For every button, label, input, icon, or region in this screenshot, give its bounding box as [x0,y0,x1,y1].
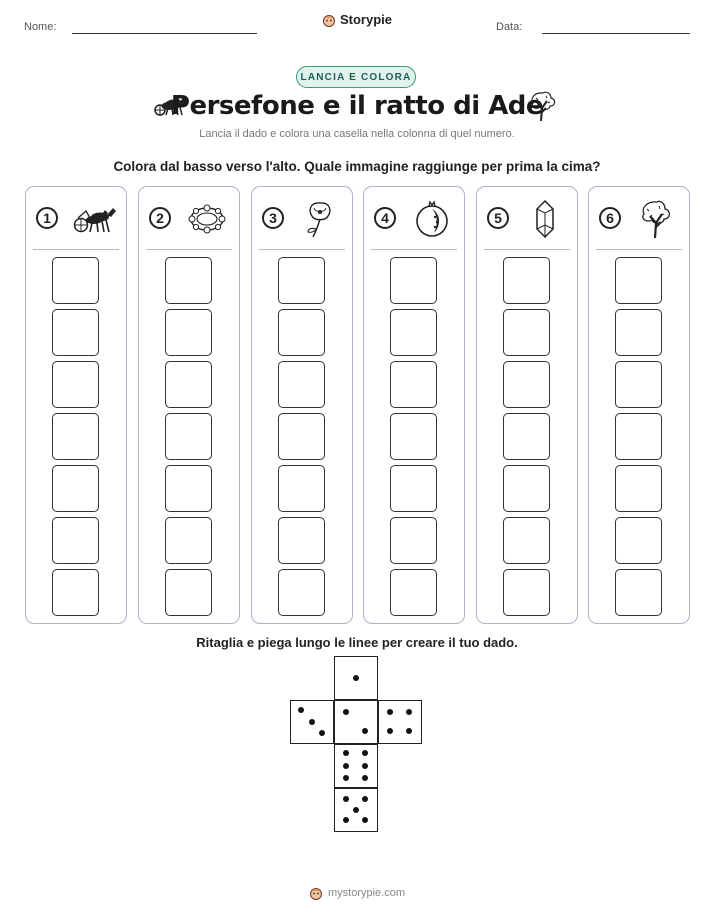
color-box[interactable] [615,309,662,356]
dice-pip [343,775,349,781]
color-box[interactable] [278,413,325,460]
name-label: Nome: [24,21,57,33]
column-header [139,199,239,239]
dice-pip [387,709,393,715]
color-box[interactable] [52,413,99,460]
color-box[interactable] [52,309,99,356]
dice-pip [309,719,315,725]
dice-pip [343,709,349,715]
color-box[interactable] [390,517,437,564]
color-box[interactable] [278,309,325,356]
color-box[interactable] [165,517,212,564]
dice-pip [298,707,304,713]
dice-face[interactable] [334,744,378,788]
poppy-flower-icon [296,199,344,239]
dice-face[interactable] [334,656,378,700]
column-header [589,199,689,239]
column-divider [484,249,570,250]
race-column [138,186,240,624]
crystal-gem-icon [521,199,569,239]
brand-logo [0,12,714,27]
color-box[interactable] [278,361,325,408]
name-line[interactable] [72,33,257,34]
dice-pip [362,796,368,802]
dice-pip [362,728,368,734]
color-box[interactable] [503,465,550,512]
color-box[interactable] [52,517,99,564]
footer-url[interactable]: mystorypie.com [327,887,406,899]
column-number: 2 [149,207,171,229]
race-column [25,186,127,624]
race-column [251,186,353,624]
race-column [588,186,690,624]
color-box[interactable] [52,569,99,616]
dice-face[interactable] [334,788,378,832]
dice-pip [343,817,349,823]
dice-net [290,656,424,836]
dice-instruction: Ritaglia e piega lungo le linee per creare il tuo dado. [196,635,518,650]
column-header [477,199,577,239]
tree-icon [528,90,558,122]
dice-pip [343,750,349,756]
dice-pip [362,775,368,781]
column-header [364,199,464,239]
color-box[interactable] [278,517,325,564]
color-box[interactable] [503,257,550,304]
pie-mascot-icon [309,886,323,900]
color-box[interactable] [503,413,550,460]
color-box[interactable] [503,309,550,356]
color-box[interactable] [390,465,437,512]
color-box[interactable] [615,413,662,460]
column-divider [259,249,345,250]
color-box[interactable] [165,257,212,304]
color-box[interactable] [165,361,212,408]
dice-pip [319,730,325,736]
dice-pip [362,817,368,823]
race-column [363,186,465,624]
pomegranate-icon [408,199,456,239]
color-box[interactable] [390,257,437,304]
dice-pip [343,796,349,802]
dice-face[interactable] [334,700,378,744]
pie-mascot-icon [322,13,336,27]
page-subtitle: Lancia il dado e colora una casella nella colonna di quel numero. [199,128,515,140]
dice-pip [362,763,368,769]
column-header [252,199,352,239]
color-box[interactable] [503,361,550,408]
column-divider [371,249,457,250]
color-box[interactable] [165,569,212,616]
color-box[interactable] [615,465,662,512]
race-column [476,186,578,624]
column-number: 1 [36,207,58,229]
color-box[interactable] [165,413,212,460]
color-box[interactable] [52,257,99,304]
tree-icon [633,199,681,239]
color-box[interactable] [165,465,212,512]
date-label: Data: [496,21,523,33]
color-box[interactable] [615,257,662,304]
dice-face[interactable] [290,700,334,744]
brand-name: Storypie [339,12,392,27]
dice-pip [343,763,349,769]
color-box[interactable] [52,361,99,408]
date-line[interactable] [542,33,690,34]
dice-pip [362,750,368,756]
column-number: 5 [487,207,509,229]
color-box[interactable] [503,569,550,616]
color-box[interactable] [52,465,99,512]
color-box[interactable] [503,517,550,564]
color-box[interactable] [390,413,437,460]
color-box[interactable] [615,517,662,564]
color-box[interactable] [278,257,325,304]
column-number: 6 [599,207,621,229]
column-divider [146,249,232,250]
color-box[interactable] [278,465,325,512]
flower-wreath-icon [183,199,231,239]
dice-pip [387,728,393,734]
column-divider [596,249,682,250]
dice-pip [406,728,412,734]
color-box[interactable] [390,569,437,616]
column-number: 4 [374,207,396,229]
color-box[interactable] [615,361,662,408]
chariot-horses-icon [70,199,118,239]
dice-pip [353,807,359,813]
column-header [26,199,126,239]
color-box[interactable] [390,309,437,356]
dice-face[interactable] [378,700,422,744]
color-box[interactable] [278,569,325,616]
color-box[interactable] [165,309,212,356]
dice-pip [353,675,359,681]
page-title: Persefone e il ratto di Ade [170,91,544,121]
coloring-instruction: Colora dal basso verso l'alto. Quale immagine raggiunge per prima la cima? [113,159,601,174]
color-box[interactable] [615,569,662,616]
activity-badge: LANCIA E COLORA [296,66,416,88]
color-box[interactable] [390,361,437,408]
column-number: 3 [262,207,284,229]
dice-pip [406,709,412,715]
footer [0,886,714,900]
column-divider [33,249,119,250]
